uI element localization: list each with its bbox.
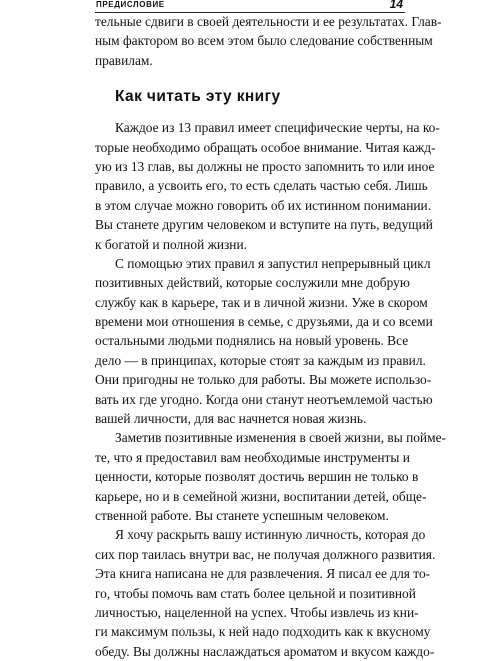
- text-line: Эта книга написана не для развлечения. Я писал ее для то-: [95, 566, 431, 582]
- text-line: правило, а усвоить его, то есть сделать частью себя. Лишь: [95, 178, 428, 194]
- text-line: обеду. Вы должны наслаждаться ароматом и вкусом каждо-: [95, 643, 435, 659]
- text-line: позитивных действий, которые сослужили мне добрую: [95, 275, 410, 291]
- text-line: ги максимум пользы, к ней надо подходить как к вкусному: [95, 624, 431, 640]
- paragraph: [95, 254, 433, 429]
- text-line: службу как в карьере, так и в личной жизни. Уже в скором: [95, 294, 428, 310]
- text-line: ственной работе. Вы станете успешным человеком.: [95, 507, 389, 523]
- paragraph: [95, 428, 446, 525]
- text-line: дело — в принципах, которые стоят за каждым из правил.: [95, 352, 426, 368]
- section-title: ПРЕДИСЛОВИЕ: [96, 0, 165, 9]
- text-line: тельные сдвиги в своей деятельности и ее результатах. Глав-: [95, 14, 442, 29]
- text-line: сих пор таилась внутри вас, не получая должного развития.: [95, 546, 436, 562]
- text-line: к богатой и полной жизни.: [95, 236, 247, 252]
- text-line: ценности, которые позволят достичь вершин не только в: [95, 469, 419, 485]
- text-line: карьере, но и в семейной жизни, воспитании детей, обще-: [95, 488, 427, 504]
- text-line: Каждое из 13 правил имеет специфические черты, на ко-: [115, 120, 440, 136]
- text-line: вать их где угодно. Когда они станут неотъемлемой частью: [95, 391, 433, 407]
- text-line: те, что я предоставил вам необходимые инструменты и: [95, 449, 410, 465]
- section-heading: Как читать эту книгу: [115, 88, 281, 106]
- text-line: Заметив позитивные изменения в своей жизни, вы пойме-: [115, 430, 446, 446]
- page-number: 14: [389, 0, 403, 11]
- text-line: Они пригодны не только для работы. Вы можете использо-: [95, 372, 432, 388]
- text-line: вашей личности, для вас начнется новая жизнь.: [95, 411, 367, 427]
- text-line: ую из 13 глав, вы должны не просто запомнить то или иное: [95, 158, 435, 174]
- text-line: остальными людьми поднялись на новый уровень. Все: [95, 333, 409, 349]
- page-body: [95, 12, 446, 661]
- text-line: личностью, нацеленной на успех. Чтобы извлечь из кни-: [95, 604, 419, 620]
- text-line: правилам.: [95, 52, 153, 68]
- text-line: Вы станете другим человеком и вступите на путь, ведущий: [95, 217, 433, 233]
- text-line: времени мои отношения в семье, с друзьями, да и со всеми: [95, 314, 433, 330]
- text-line: Я хочу раскрыть вашу истинную личность, которая до: [115, 527, 426, 543]
- text-line: торые необходимо обращать особое внимание. Читая кажд-: [95, 139, 436, 155]
- text-line: в этом случае можно говорить об их истинном понимании.: [95, 197, 432, 213]
- intro-paragraph: [95, 12, 442, 70]
- text-line: С помощью этих правил я запустил непрерывный цикл: [115, 255, 431, 271]
- paragraph: [95, 525, 436, 661]
- paragraph: [95, 118, 440, 254]
- text-line: ным фактором во всем этом было следование собственным: [95, 33, 433, 49]
- text-line: го, чтобы помочь вам стать более цельной и позитивной: [95, 585, 416, 601]
